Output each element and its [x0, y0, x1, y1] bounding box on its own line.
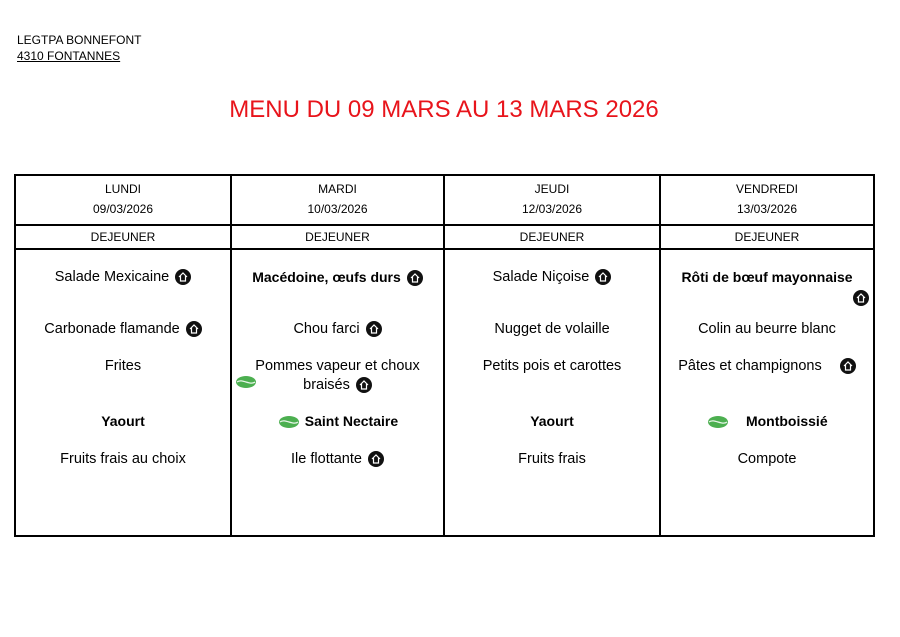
- dish: Frites: [104, 358, 142, 374]
- day-date: 13/03/2026: [736, 202, 798, 216]
- school-postal-line: 4310 FONTANNES: [17, 49, 121, 63]
- homemade-house-icon: [366, 321, 382, 337]
- dish: Macédoine, œufs durs: [232, 268, 443, 287]
- dish: Pommes vapeur et choux: [255, 358, 420, 374]
- homemade-house-icon: [595, 269, 611, 285]
- header-vendredi: [660, 175, 874, 225]
- dish: Fruits frais au choix: [60, 451, 186, 467]
- dishes-vendredi: [660, 249, 874, 536]
- meal-label: DEJEUNER: [305, 230, 370, 244]
- homemade-house-icon: [840, 358, 856, 374]
- meal-label: DEJEUNER: [519, 230, 585, 244]
- school-address: [17, 32, 141, 64]
- dish: Salade Mexicaine: [16, 268, 230, 287]
- day-date: 09/03/2026: [92, 202, 154, 216]
- day-date: 12/03/2026: [521, 202, 583, 216]
- dish: Yaourt: [530, 413, 574, 429]
- header-lundi: [15, 175, 231, 225]
- homemade-house-icon: [368, 451, 384, 467]
- meal-label: DEJEUNER: [90, 230, 156, 244]
- local-leaf-icon: [706, 415, 730, 429]
- homemade-house-icon: [175, 269, 191, 285]
- homemade-house-icon: [356, 377, 372, 393]
- dish: Pâtes et champignons: [661, 357, 873, 376]
- school-name: LEGTPA BONNEFONT: [17, 33, 142, 47]
- dish: Rôti de bœuf mayonnaise: [681, 269, 853, 285]
- day-name: LUNDI: [104, 182, 141, 196]
- homemade-house-icon: [186, 321, 202, 337]
- header-mardi: [231, 175, 444, 225]
- meal-vendredi: [660, 225, 874, 249]
- dishes-mardi: [231, 249, 444, 536]
- dish: Yaourt: [101, 413, 145, 429]
- dish: Saint Nectaire: [232, 412, 443, 431]
- dish: Montboissié: [661, 412, 873, 431]
- local-leaf-icon: [277, 415, 301, 429]
- menu-table: [14, 174, 875, 537]
- homemade-house-icon: [407, 270, 423, 286]
- meal-mardi: [231, 225, 444, 249]
- day-name: JEUDI: [534, 182, 570, 196]
- menu-title: MENU DU 09 MARS AU 13 MARS 2026: [229, 96, 659, 123]
- dishes-lundi: [15, 249, 231, 536]
- header-jeudi: [444, 175, 660, 225]
- dish: Fruits frais: [518, 451, 586, 467]
- dish: Carbonade flamande: [16, 320, 230, 339]
- dish: braisés: [232, 376, 443, 395]
- day-name: VENDREDI: [735, 182, 798, 196]
- dish: Colin au beurre blanc: [698, 321, 836, 337]
- dishes-jeudi: [444, 249, 660, 536]
- homemade-house-icon: [853, 290, 869, 306]
- day-date: 10/03/2026: [307, 202, 368, 216]
- dish: Petits pois et carottes: [482, 358, 622, 374]
- local-leaf-icon: [235, 375, 259, 389]
- dish: Chou farci: [232, 320, 443, 339]
- dish: Ile flottante: [232, 450, 443, 469]
- dish: Compote: [737, 451, 797, 467]
- meal-label: DEJEUNER: [734, 230, 800, 244]
- dish: Nugget de volaille: [494, 321, 610, 337]
- day-name: MARDI: [318, 182, 357, 196]
- meal-lundi: [15, 225, 231, 249]
- dish: Salade Niçoise: [445, 268, 659, 287]
- meal-jeudi: [444, 225, 660, 249]
